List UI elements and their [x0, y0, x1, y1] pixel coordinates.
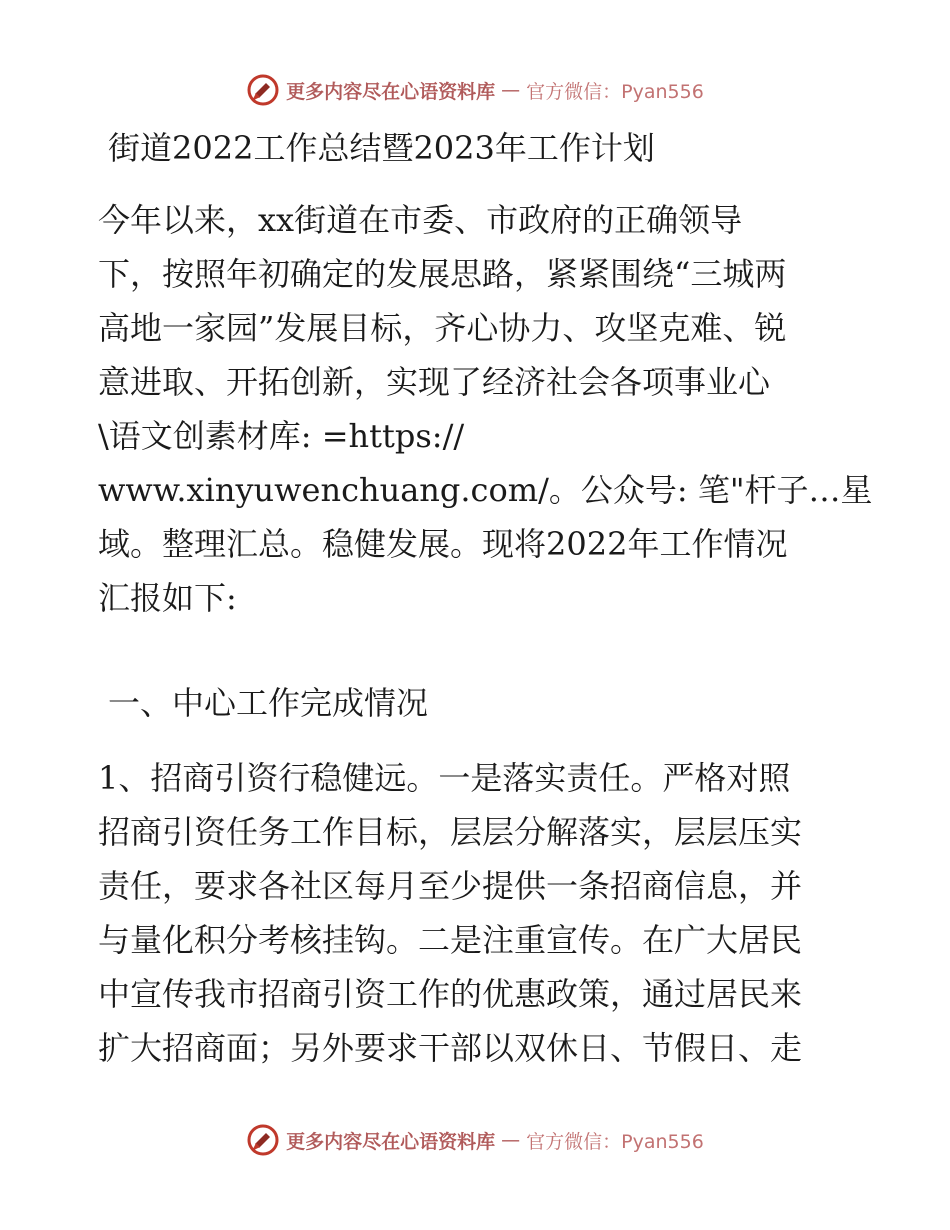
text-line: 扩大招商面；另外要求干部以双休日、节假日、走 — [98, 1029, 803, 1067]
intro-paragraph — [98, 193, 873, 625]
text-line: 汇报如下: — [98, 579, 237, 617]
text-line: 域。整理汇总。稳健发展。现将2022年工作情况 — [98, 525, 788, 563]
watermark-wechat: 官方微信：Pyan556 — [526, 80, 704, 103]
text-line: 意进取、开拓创新，实现了经济社会各项事业心 — [98, 363, 771, 401]
text-line: 1、招商引资行稳健远。一是落实责任。严格对照 — [98, 759, 791, 797]
text-line: 责任，要求各社区每月至少提供一条招商信息，并 — [98, 867, 803, 905]
watermark-text: 更多内容尽在心语资料库 — [286, 1130, 496, 1153]
text-line: 高地一家园”发展目标，齐心协力、攻坚克难、锐 — [98, 309, 787, 347]
text-line: 下，按照年初确定的发展思路，紧紧围绕“三城两 — [98, 255, 787, 293]
watermark-text: 更多内容尽在心语资料库 — [286, 80, 496, 103]
text-line: www.xinyuwenchuang.com/。公众号: 笔"杆子…星 — [98, 471, 873, 509]
section-paragraph — [98, 751, 850, 1075]
watermark-header — [0, 70, 950, 110]
logo-icon — [246, 73, 280, 107]
watermark-dash: — — [501, 79, 521, 101]
text-line: \语文创素材库: =https:// — [98, 417, 465, 455]
text-line: 招商引资任务工作目标，层层分解落实，层层压实 — [98, 813, 803, 851]
text-line: 今年以来，xx街道在市委、市政府的正确领导 — [98, 201, 743, 239]
document-title: 街道2022工作总结暨2023年工作计划 — [108, 129, 655, 167]
text-line: 中宣传我市招商引资工作的优惠政策，通过居民来 — [98, 975, 803, 1013]
watermark-footer — [0, 1120, 950, 1160]
section-heading: 一、中心工作完成情况 — [108, 684, 429, 722]
text-line: 与量化积分考核挂钩。二是注重宣传。在广大居民 — [98, 921, 803, 959]
watermark-wechat: 官方微信：Pyan556 — [526, 1130, 704, 1153]
watermark-dash: — — [501, 1129, 521, 1151]
logo-icon — [246, 1123, 280, 1157]
